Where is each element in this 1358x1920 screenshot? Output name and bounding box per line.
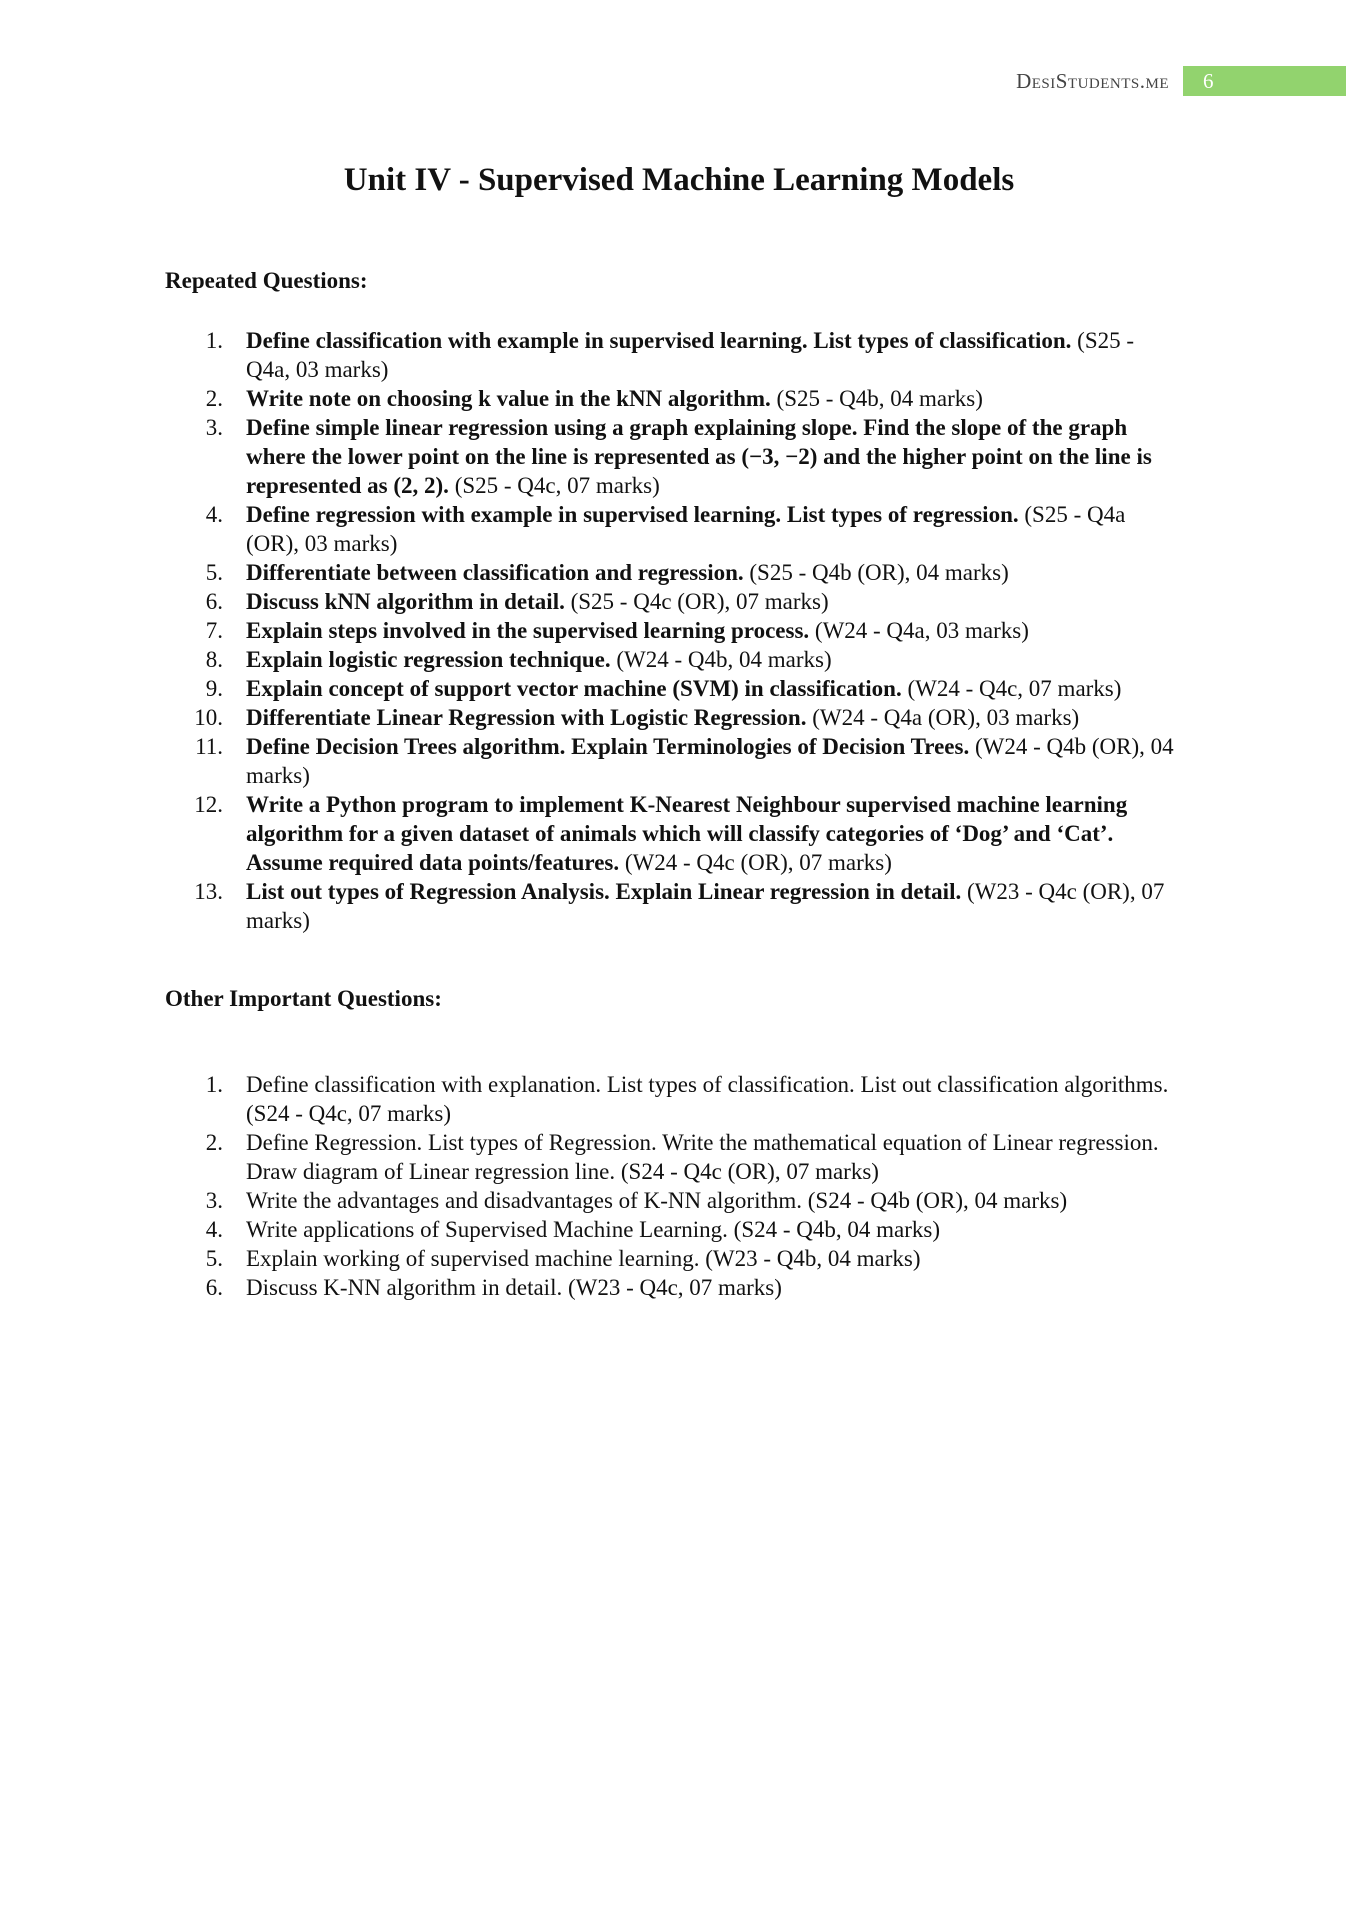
item-number: 6. bbox=[205, 1275, 223, 1300]
other-questions-list bbox=[165, 1070, 1175, 1302]
item-number: 13. bbox=[194, 879, 223, 904]
item-number: 12. bbox=[194, 792, 223, 817]
question-text: Define classification with explanation. List types of classification. List out classification algorithms. (S24 - Q4c, 07 marks) bbox=[246, 1072, 1169, 1126]
question-text: List out types of Regression Analysis. Explain Linear regression in detail. bbox=[246, 879, 962, 904]
list-item bbox=[165, 1070, 1175, 1128]
question-text: Define classification with example in supervised learning. List types of classification. bbox=[246, 328, 1072, 353]
list-item bbox=[165, 326, 1175, 384]
question-text: Explain steps involved in the supervised learning process. bbox=[246, 618, 810, 643]
question-reference: (S25 - Q4a, 03 marks) bbox=[246, 328, 1135, 382]
list-item bbox=[165, 703, 1175, 732]
item-number: 5. bbox=[205, 1246, 223, 1271]
list-item bbox=[165, 1128, 1175, 1186]
list-item bbox=[165, 674, 1175, 703]
question-reference: (S25 - Q4b, 04 marks) bbox=[770, 386, 983, 411]
question-text: Write note on choosing k value in the kNN algorithm. bbox=[246, 386, 771, 411]
list-item bbox=[165, 645, 1175, 674]
list-item bbox=[165, 1244, 1175, 1273]
item-number: 2. bbox=[205, 1130, 223, 1155]
question-reference: (S25 - Q4c (OR), 07 marks) bbox=[564, 589, 829, 614]
question-reference: (W24 - Q4b (OR), 04 marks) bbox=[246, 734, 1174, 788]
item-number: 8. bbox=[205, 647, 223, 672]
question-reference: (W24 - Q4a, 03 marks) bbox=[809, 618, 1029, 643]
item-number: 4. bbox=[205, 502, 223, 527]
question-text: Explain working of supervised machine learning. (W23 - Q4b, 04 marks) bbox=[246, 1246, 921, 1271]
question-text: Discuss K-NN algorithm in detail. (W23 - Q4c, 07 marks) bbox=[246, 1275, 782, 1300]
list-item bbox=[165, 877, 1175, 935]
question-reference: (W24 - Q4a (OR), 03 marks) bbox=[806, 705, 1080, 730]
question-text: Differentiate Linear Regression with Logistic Regression. bbox=[246, 705, 807, 730]
question-reference: (W23 - Q4c (OR), 07 marks) bbox=[246, 879, 1165, 933]
question-text: Write a Python program to implement K-Nearest Neighbour supervised machine learning algorithm for a given dataset of animals which will classify categories of ‘Dog’ and ‘Cat’. Assume required data points/features. bbox=[246, 792, 1128, 875]
question-text: Define regression with example in supervised learning. List types of regression. bbox=[246, 502, 1019, 527]
item-number: 1. bbox=[205, 328, 223, 353]
page-number: 6 bbox=[1183, 66, 1346, 96]
question-reference: (W24 - Q4c (OR), 07 marks) bbox=[619, 850, 892, 875]
site-name: DesiStudents.me bbox=[1016, 68, 1169, 93]
item-number: 6. bbox=[205, 589, 223, 614]
page-header bbox=[1016, 66, 1346, 96]
list-item bbox=[165, 732, 1175, 790]
question-text: Explain logistic regression technique. bbox=[246, 647, 611, 672]
question-reference: (S25 - Q4c, 07 marks) bbox=[448, 473, 660, 498]
item-number: 3. bbox=[205, 415, 223, 440]
question-reference: (W24 - Q4c, 07 marks) bbox=[901, 676, 1122, 701]
question-reference: (S25 - Q4a (OR), 03 marks) bbox=[246, 502, 1126, 556]
other-questions-heading: Other Important Questions: bbox=[165, 986, 442, 1011]
item-number: 5. bbox=[205, 560, 223, 585]
list-item bbox=[165, 1186, 1175, 1215]
question-text: Define Regression. List types of Regression. Write the mathematical equation of Linear regression. Draw diagram of Linear regression line. (S24 - Q4c (OR), 07 marks) bbox=[246, 1130, 1159, 1184]
list-item bbox=[165, 1215, 1175, 1244]
item-number: 11. bbox=[195, 734, 223, 759]
list-item bbox=[165, 616, 1175, 645]
page-title: Unit IV - Supervised Machine Learning Models bbox=[343, 162, 1015, 198]
question-text: Write the advantages and disadvantages of K-NN algorithm. (S24 - Q4b (OR), 04 marks) bbox=[246, 1188, 1068, 1213]
item-number: 1. bbox=[205, 1072, 223, 1097]
item-number: 4. bbox=[205, 1217, 223, 1242]
list-item bbox=[165, 587, 1175, 616]
repeated-questions-list bbox=[165, 326, 1175, 935]
item-number: 10. bbox=[194, 705, 223, 730]
list-item bbox=[165, 1273, 1175, 1302]
question-text: Discuss kNN algorithm in detail. bbox=[246, 589, 565, 614]
repeated-questions-heading: Repeated Questions: bbox=[165, 268, 368, 293]
question-text: Write applications of Supervised Machine Learning. (S24 - Q4b, 04 marks) bbox=[246, 1217, 941, 1242]
list-item bbox=[165, 558, 1175, 587]
item-number: 3. bbox=[205, 1188, 223, 1213]
question-text: Define Decision Trees algorithm. Explain Terminologies of Decision Trees. bbox=[246, 734, 970, 759]
question-text: Differentiate between classification and regression. bbox=[246, 560, 744, 585]
item-number: 9. bbox=[205, 676, 223, 701]
question-text: Explain concept of support vector machine (SVM) in classification. bbox=[246, 676, 902, 701]
item-number: 2. bbox=[205, 386, 223, 411]
question-reference: (W24 - Q4b, 04 marks) bbox=[610, 647, 832, 672]
list-item bbox=[165, 500, 1175, 558]
question-reference: (S25 - Q4b (OR), 04 marks) bbox=[743, 560, 1009, 585]
question-text: Define simple linear regression using a graph explaining slope. Find the slope of the graph where the lower point on the line is represented as (−3, −2) and the higher point on the line is represented as (2, 2). bbox=[246, 415, 1152, 498]
list-item bbox=[165, 413, 1175, 500]
item-number: 7. bbox=[205, 618, 223, 643]
list-item bbox=[165, 790, 1175, 877]
list-item bbox=[165, 384, 1175, 413]
